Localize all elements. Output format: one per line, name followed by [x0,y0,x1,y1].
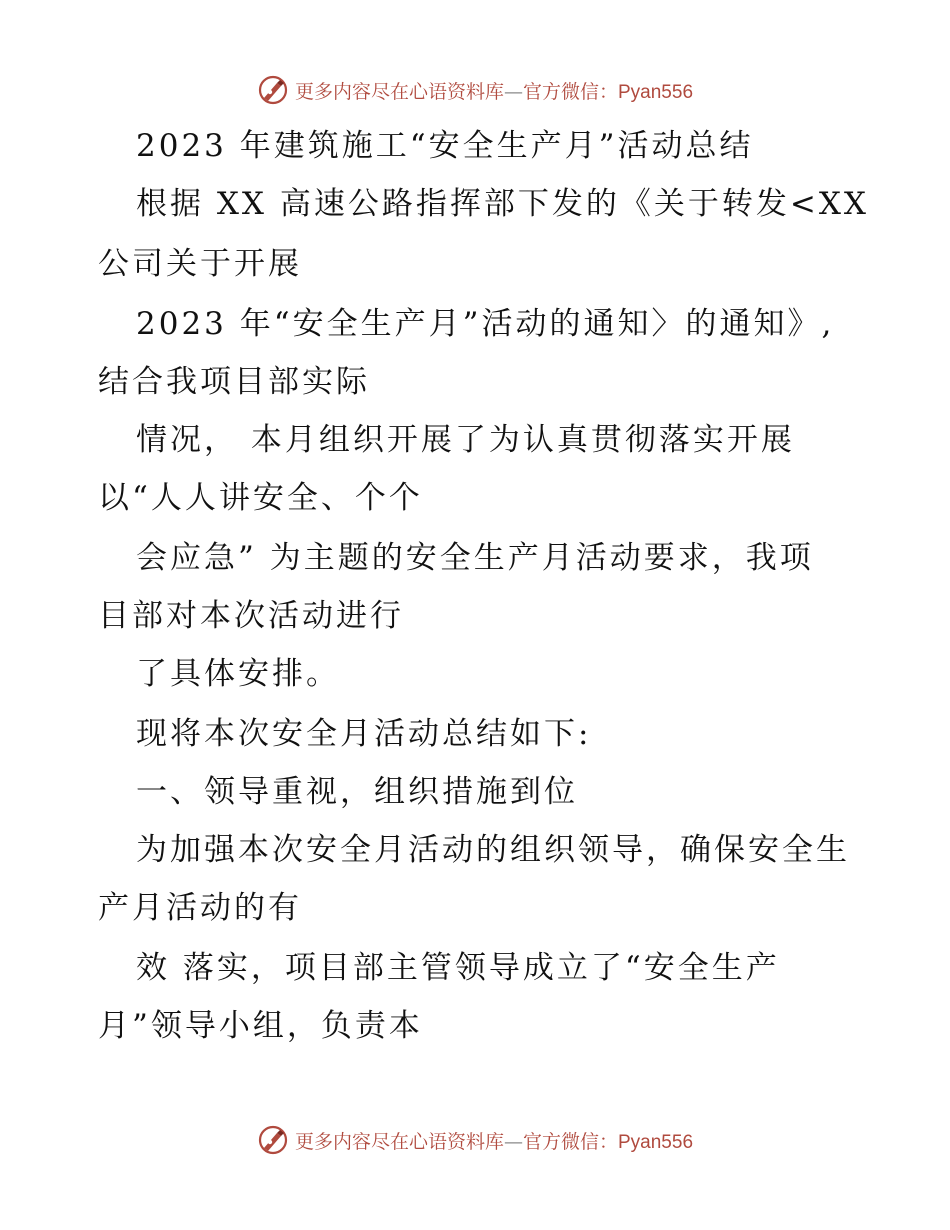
pen-logo-icon [257,74,289,106]
paragraph-line: 根据 XX 高速公路指挥部下发的《关于转发<XX [136,186,869,222]
footer-banner [0,1120,950,1160]
footer-brand-text: 更多内容尽在心语资料库 [294,1130,504,1153]
paragraph-line: 会应急” 为主题的安全生产月活动要求，我项 [136,540,814,576]
paragraph-line: 目部对本次活动进行 [98,598,404,634]
document-title: 2023 年建筑施工“安全生产月”活动总结 [136,128,754,164]
paragraph-line: 以“人人讲安全、个个 [98,480,423,516]
paragraph-line: 公司关于开展 [98,246,302,282]
paragraph-line: 产月活动的有 [98,890,302,926]
header-brand-text: 更多内容尽在心语资料库 [294,80,504,103]
header-banner [0,70,950,110]
paragraph-line: 2023 年“安全生产月”活动的通知〉的通知》, [136,306,835,342]
paragraph-line: 月”领导小组，负责本 [98,1008,423,1044]
footer-dash: — [503,1130,523,1153]
paragraph-line: 为加强本次安全月活动的组织领导，确保安全生 [136,832,850,868]
paragraph-line: 情况， 本月组织开展了为认真贯彻落实开展 [136,422,795,458]
header-contact-value: Pyan556 [618,81,694,103]
paragraph-line: 现将本次安全月活动总结如下: [136,716,592,752]
footer-contact-value: Pyan556 [618,1131,694,1153]
footer-contact-label: 官方微信： [522,1130,618,1153]
header-dash: — [503,80,523,103]
paragraph-line: 结合我项目部实际 [98,364,370,400]
header-banner-text [295,77,693,104]
pen-logo-icon [257,1124,289,1156]
paragraph-line: 效 落实，项目部主管领导成立了“安全生产 [136,950,780,986]
paragraph-line: 了具体安排。 [136,656,340,692]
footer-banner-text [295,1127,693,1154]
section-heading: 一、领导重视，组织措施到位 [136,774,578,810]
header-contact-label: 官方微信： [522,80,618,103]
